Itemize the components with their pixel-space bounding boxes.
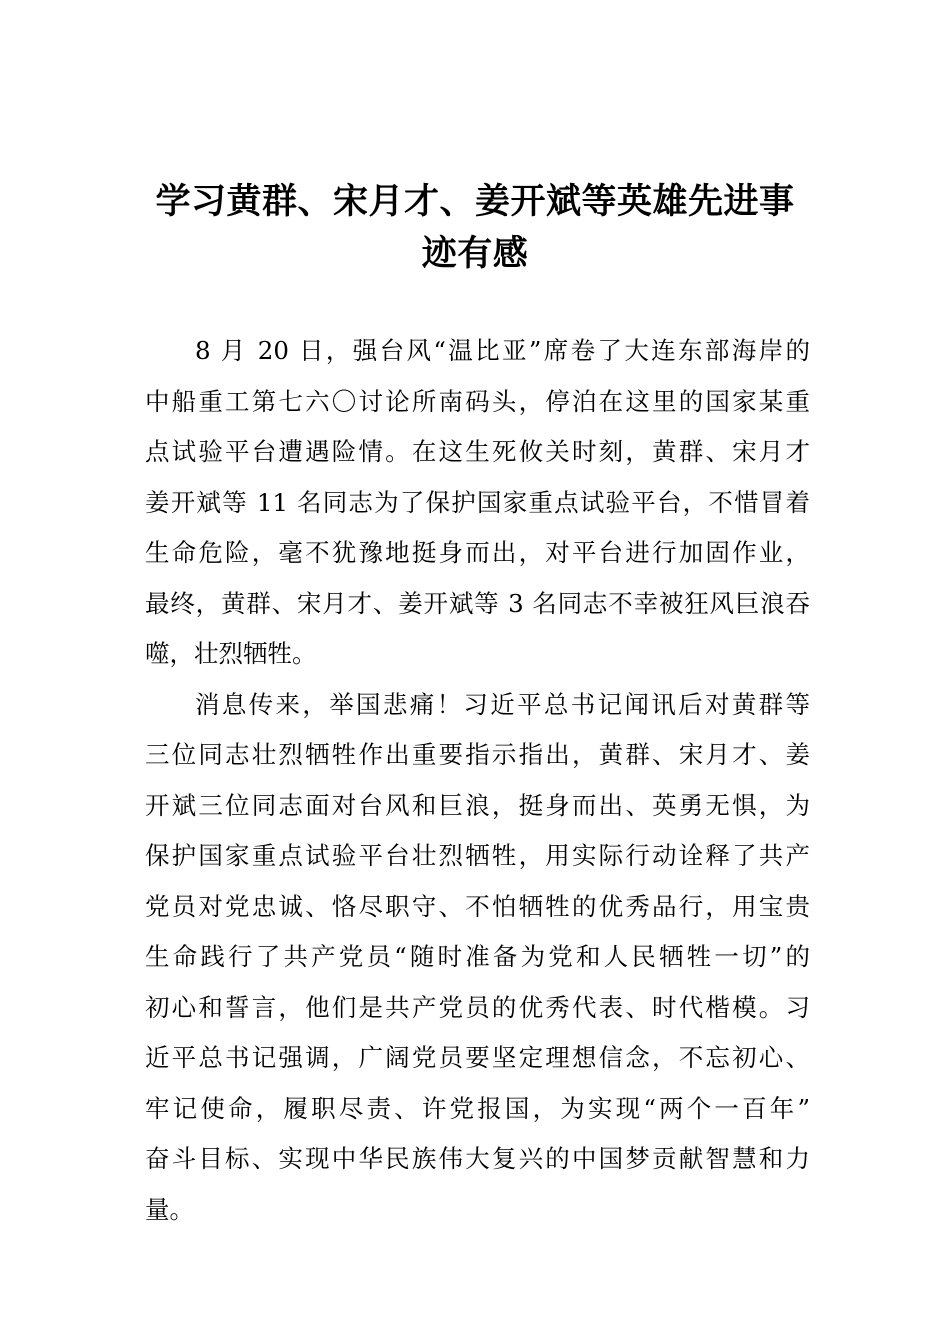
paragraph-1 [145,326,810,680]
document-title [140,176,810,280]
paragraph-line: 最终，黄群、宋月才、姜开斌等 3 名同志不幸被狂风巨浪吞 [145,588,810,618]
paragraph-line: 消息传来，举国悲痛！习近平总书记闻讯后对黄群等 [195,689,810,719]
paragraph-line: 量。 [145,1194,194,1224]
paragraph-line: 三位同志壮烈牺牲作出重要指示指出，黄群、宋月才、姜 [145,740,810,769]
paragraph-line: 中船重工第七六〇讨论所南码头，停泊在这里的国家某重 [145,386,810,416]
paragraph-line: 近平总书记强调，广阔党员要坚定理想信念，不忘初心、 [145,1043,810,1072]
paragraph-line: 点试验平台遭遇险情。在这生死攸关时刻，黄群、宋月才 [145,437,810,466]
paragraph-line: 开斌三位同志面对台风和巨浪，挺身而出、英勇无惧，为 [145,790,810,820]
paragraph-line: 保护国家重点试验平台壮烈牺牲，用实际行动诠释了共产 [145,841,810,870]
title-line: 学习黄群、宋月才、姜开斌等英雄先进事 [155,181,795,222]
paragraph-2 [145,680,810,1236]
paragraph-line: 生命践行了共产党员“随时准备为党和人民牺牲一切”的 [145,942,810,971]
paragraph-line: 牢记使命，履职尽责、许党报国，为实现“两个一百年” [145,1093,810,1123]
paragraph-line: 姜开斌等 11 名同志为了保护国家重点试验平台，不惜冒着 [145,487,810,517]
paragraph-line: 奋斗目标、实现中华民族伟大复兴的中国梦贡献智慧和力 [145,1144,810,1173]
paragraph-line: 初心和誓言，他们是共产党员的优秀代表、时代楷模。习 [145,992,810,1022]
title-line: 迹有感 [421,233,529,274]
paragraph-line: 噬，壮烈牺牲。 [145,639,317,668]
paragraph-line: 8 月 20 日，强台风“温比亚”席卷了大连东部海岸的 [195,336,810,365]
paragraph-line: 生命危险，毫不犹豫地挺身而出，对平台进行加固作业， [145,538,810,567]
paragraph-line: 党员对党忠诚、恪尽职守、不怕牺牲的优秀品行，用宝贵 [145,891,810,921]
document-body [145,326,810,1235]
